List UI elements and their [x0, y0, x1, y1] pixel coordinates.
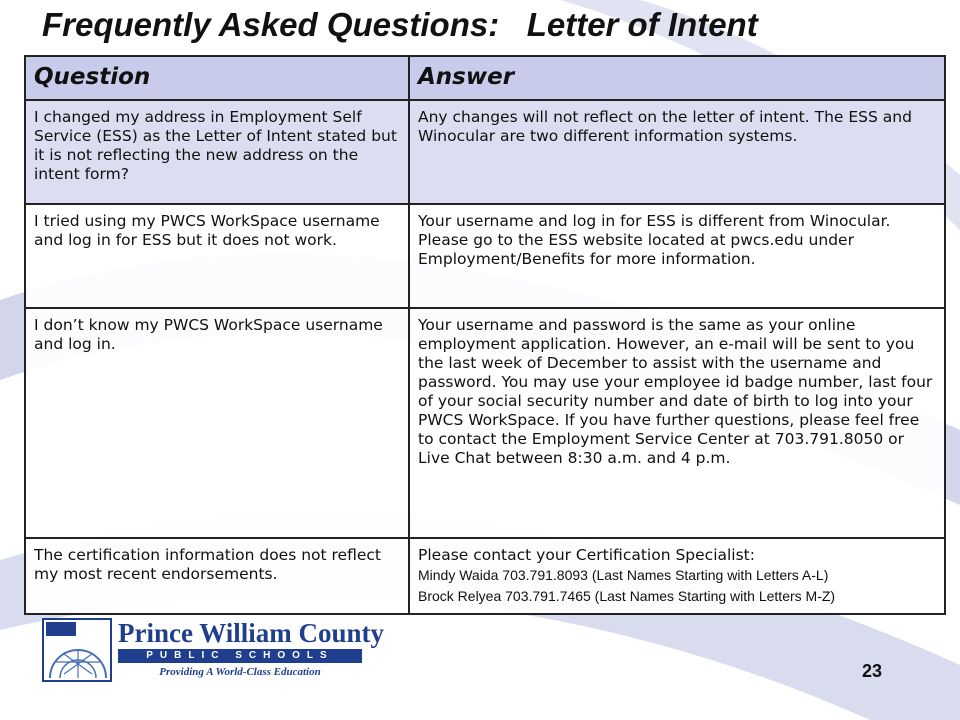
contact-line-m-z: Brock Relyea 703.791.7465 (Last Names Starting with Letters M-Z)	[418, 588, 836, 604]
logo-tagline: Providing A World-Class Education	[159, 666, 321, 678]
page-title: Frequently Asked Questions: Letter of Intent	[42, 6, 758, 43]
table-row	[25, 308, 945, 538]
school-logo	[42, 618, 385, 682]
contact-line-a-l: Mindy Waida 703.791.8093 (Last Names Starting with Letters A-L)	[418, 567, 829, 583]
logo-subtitle: PUBLIC SCHOOLS	[118, 649, 362, 663]
question-cell: I don’t know my PWCS WorkSpace username and log in.	[25, 308, 409, 538]
answer-cell: Any changes will not reflect on the letter of intent. The ESS and Winocular are two different information systems.	[409, 100, 945, 204]
question-column-header: Question	[25, 56, 409, 100]
logo-name: Prince William County	[118, 618, 385, 648]
answer-text: Please contact your Certification Specialist:	[418, 546, 755, 564]
table-row	[25, 538, 945, 614]
answer-cell: Your username and log in for ESS is different from Winocular. Please go to the ESS website located at pwcs.edu under Employment/Benefits for more information.	[409, 204, 945, 308]
question-cell: I changed my address in Employment Self Service (ESS) as the Letter of Intent stated but it is not reflecting the new address on the intent form?	[25, 100, 409, 204]
question-cell: The certification information does not reflect my most recent endorsements.	[25, 538, 409, 614]
answer-cell	[409, 538, 945, 614]
answer-cell: Your username and password is the same as your online employment application. However, an e-mail will be sent to you the last week of December to assist with the username and password. You may use your employee id badge number, last four of your social security number and date of birth to log into your PWCS WorkSpace. If you have further questions, please feel free to contact the Employment Service Center at 703.791.8050 or Live Chat between 8:30 a.m. and 4 p.m.	[409, 308, 945, 538]
table-row	[25, 100, 945, 204]
globe-icon	[42, 618, 112, 682]
question-cell: I tried using my PWCS WorkSpace username and log in for ESS but it does not work.	[25, 204, 409, 308]
page-number: 23	[862, 661, 883, 681]
table-row	[25, 204, 945, 308]
faq-table	[24, 55, 946, 615]
answer-column-header: Answer	[409, 56, 945, 100]
table-header-row	[25, 56, 945, 100]
